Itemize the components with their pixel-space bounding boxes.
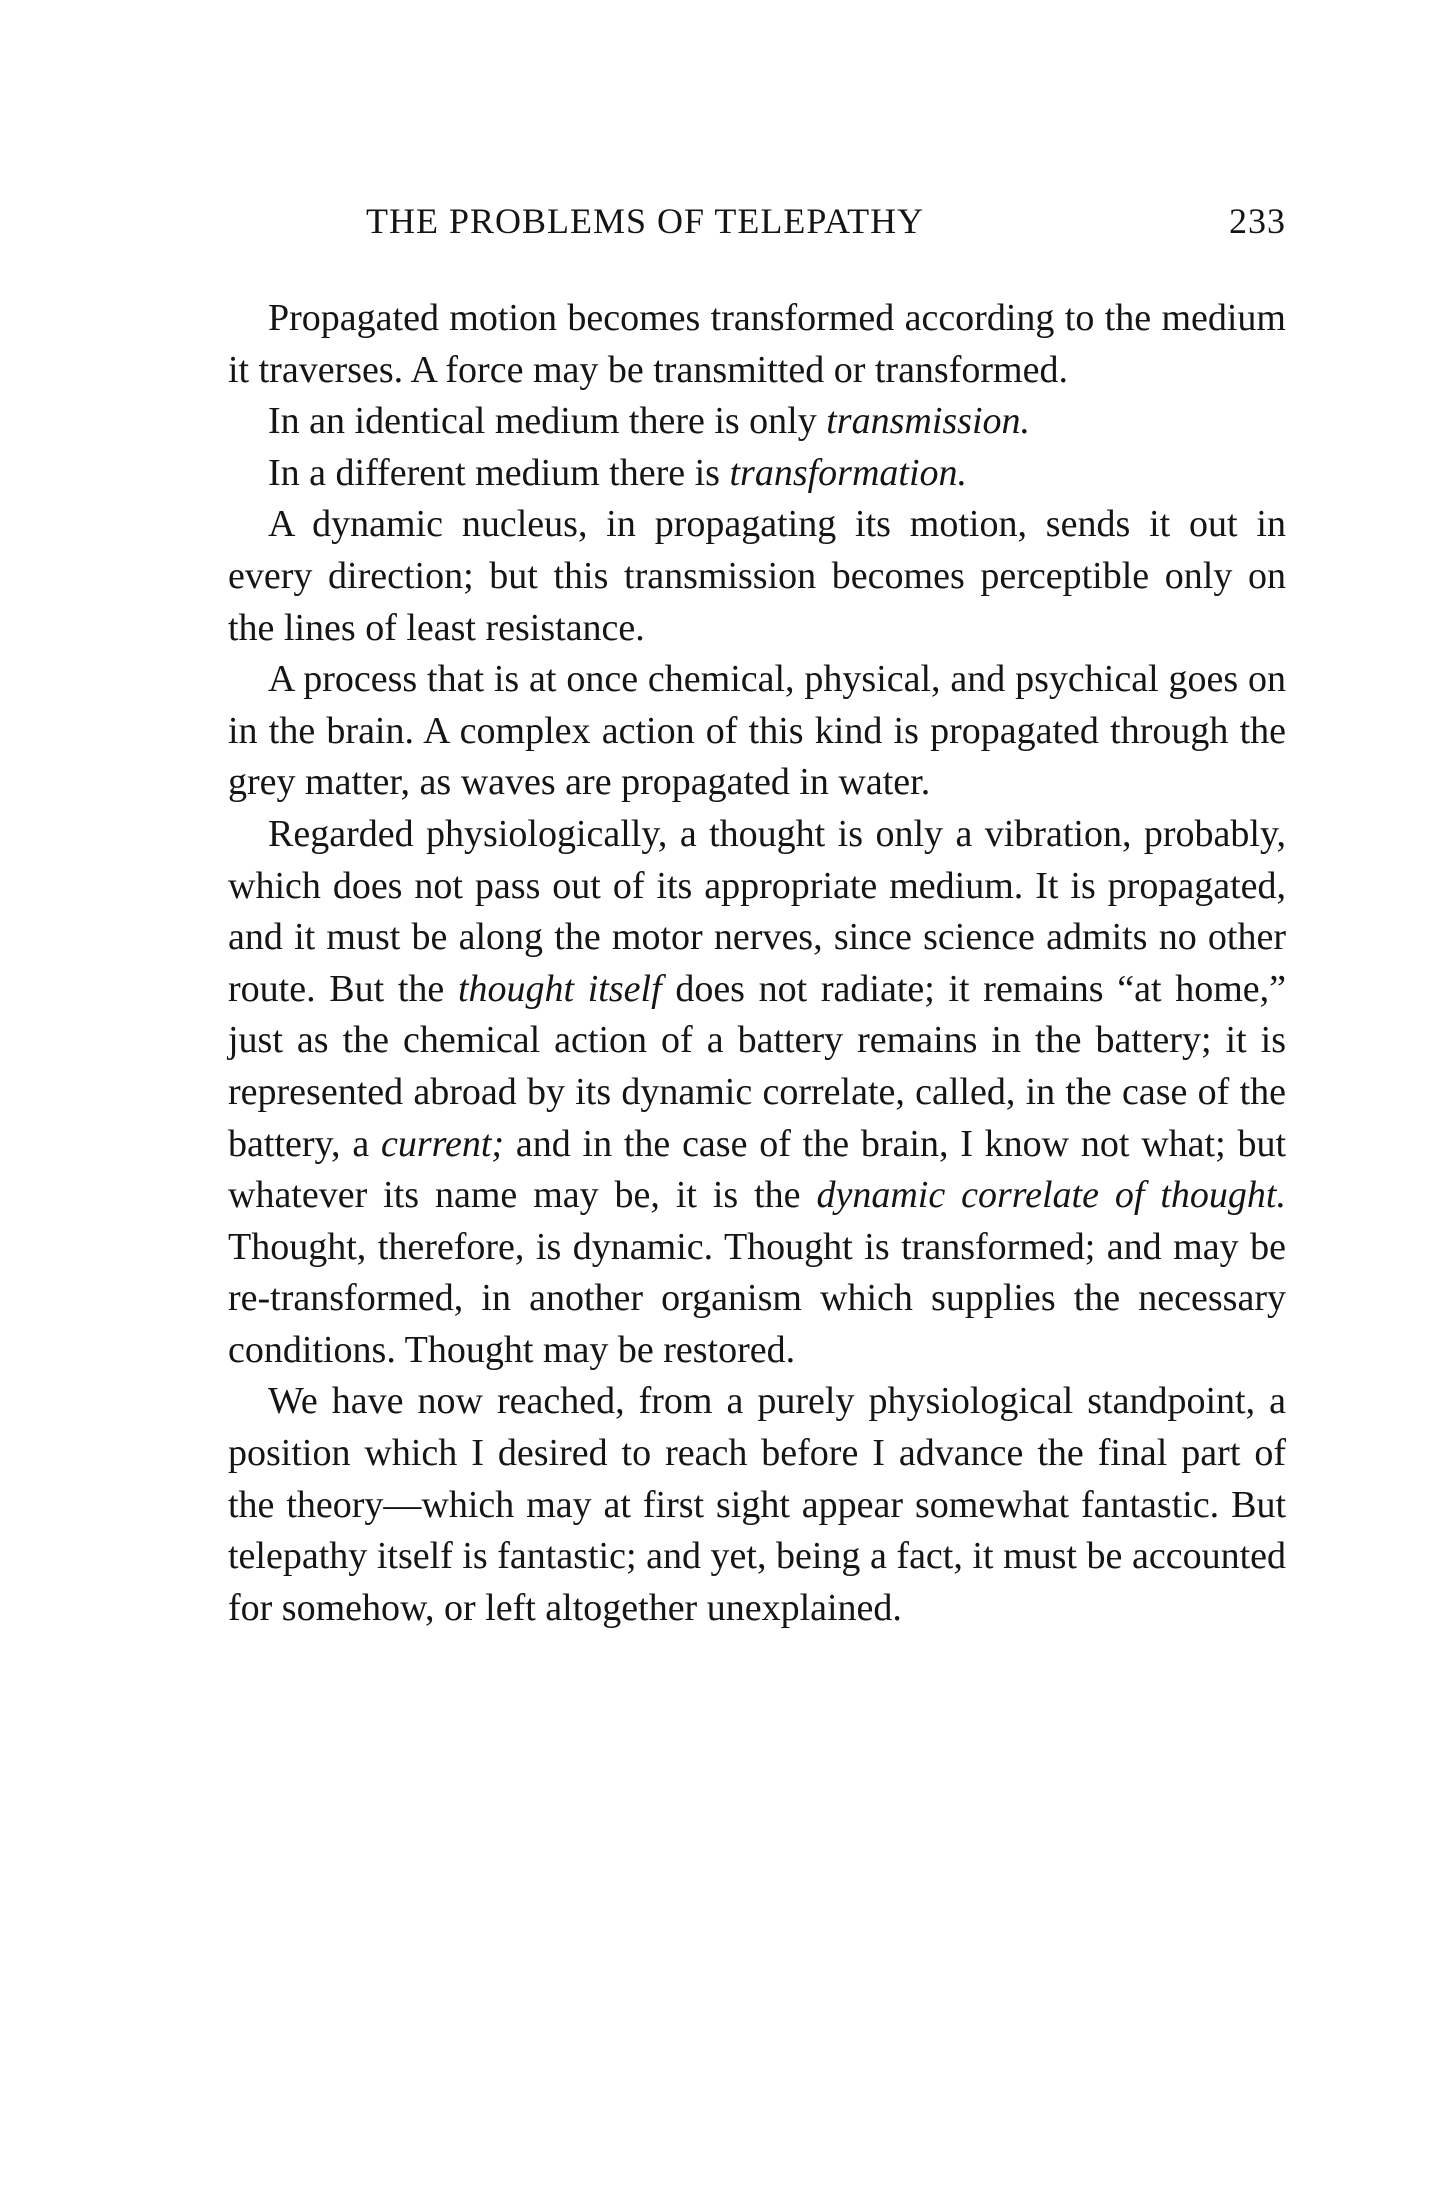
text-run: A process that is at once chemical, physical, and psychical goes on in the brain. A complex action of this kind is propagated through the grey matter, as waves are propagated in water. [228, 658, 1286, 804]
text-run: Regarded physiologically, a thought is only a vibration, probably, which does not pass out of its appropriate medium. It is propagated, and it must be along the motor nerves, since science admits no other route. But the [228, 812, 1286, 1010]
text-run: A dynamic nucleus, in propagating its motion, sends it out in every direction; but this transmission becomes perceptible only on the lines of least resistance. [228, 503, 1286, 649]
paragraph [228, 396, 1286, 448]
book-page [228, 200, 1286, 1634]
italic-run: thought itself [457, 967, 662, 1010]
paragraph [228, 293, 1286, 396]
italic-run: dynamic correlate of thought. [816, 1174, 1286, 1217]
text-run: and in the case of the brain, I know not what; but whatever its name may be, it is the [228, 1122, 1286, 1217]
paragraph [228, 448, 1286, 500]
text-run: Thought, therefore, is dynamic. Thought is transformed; and may be re-transformed, in another organism which supplies the necessary conditions. Thought may be restored. [228, 1225, 1286, 1371]
paragraph [228, 654, 1286, 809]
paragraph [228, 499, 1286, 654]
text-run: We have now reached, from a purely physiological standpoint, a position which I desired to reach before I advance the final part of the theory—which may at first sight appear somewhat fantastic. But telepathy itself is fantastic; and yet, being a fact, it must be accounted for somehow, or left altogether unexplained. [228, 1380, 1286, 1629]
page-number: 233 [1229, 201, 1286, 241]
text-run: In a different medium there is [268, 451, 730, 494]
text-run: does not radiate; it remains “at home,” just as the chemical action of a battery remains in the battery; it is represented abroad by its dynamic correlate, called, in the case of the battery, a [228, 967, 1287, 1165]
running-header [228, 200, 1286, 260]
paragraph [228, 1376, 1286, 1634]
italic-run: transformation. [729, 451, 968, 494]
text-run: Propagated motion becomes transformed according to the medium it traverses. A force may be transmitted or transformed. [228, 297, 1286, 391]
running-title: THE PROBLEMS OF TELEPATHY [366, 201, 925, 241]
body-text [228, 293, 1286, 1634]
paragraph [228, 809, 1286, 1377]
italic-run: current; [380, 1122, 505, 1165]
text-run: In an identical medium there is only [268, 400, 827, 443]
italic-run: transmission. [826, 400, 1031, 443]
